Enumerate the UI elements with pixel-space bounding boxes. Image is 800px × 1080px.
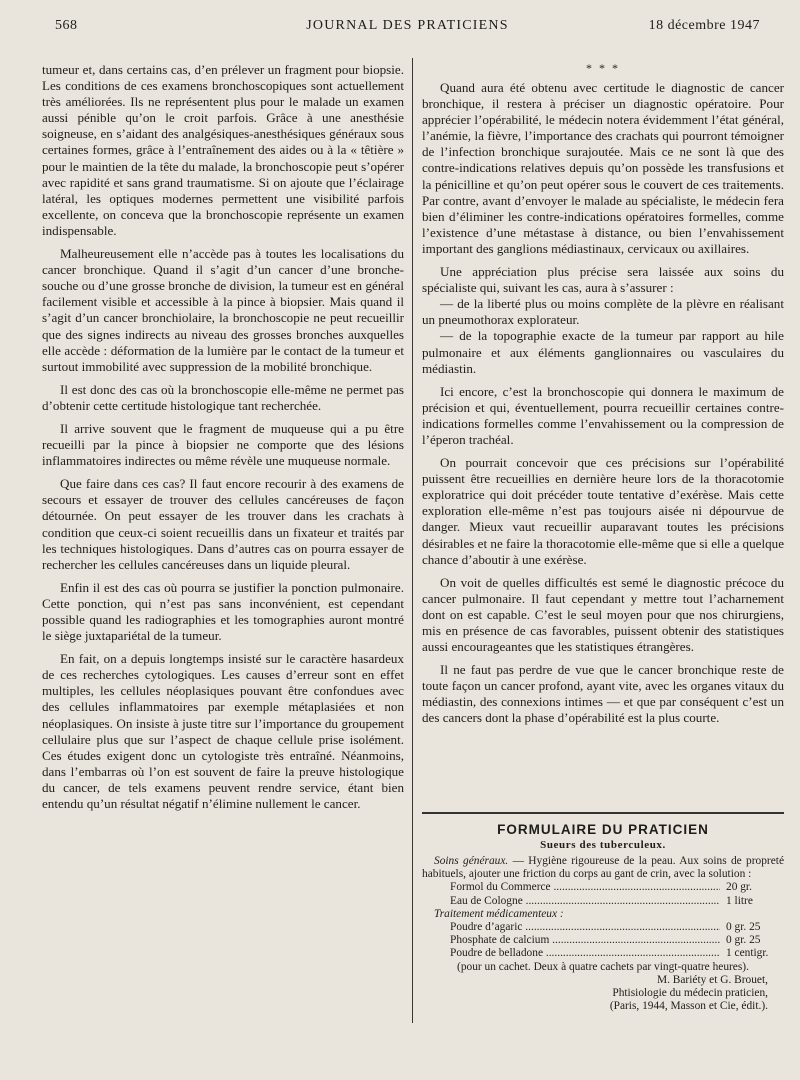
- formulaire-title: FORMULAIRE DU PRATICIEN: [497, 822, 709, 837]
- left-column: [42, 62, 404, 819]
- paragraph: Il ne faut pas perdre de vue que le cancer bronchique reste de toute façon un cancer profond, ayant vite, avec les organes vitaux du médiastin, des connexions intimes — et que par conséquent c’est un des cancers dont la phase d’opérabilité est la plus courte.: [422, 662, 784, 726]
- paragraph: tumeur et, dans certains cas, d’en prélever un fragment pour biopsie. Les conditions de ces examens bronchoscopiques sont actuellement très améliorées. Ils ne représentent plus pour le malade un examen aussi pénible qu’on le croit parfois. Grâce à une anesthésie soigneuse, en s’aidant des analgésiques-anesthésiques généraux sous certaines formes, grâce à l’entraînement des aides ou à la « têtière » pour le maintien de la tête du malade, la bronchoscopie peut s’opérer avec rapidité et sans grand traumatisme. Si on ajoute que l’éclairage latéral, les optiques modernes permettent une visibilité parfois excellente, on conceva que la bronchoscopie représente un examen indispensable.: [42, 62, 404, 238]
- paragraph: Que faire dans ces cas? Il faut encore recourir à des examens de secours et essayer de trouver des cellules cancéreuses de façon détournée. On peut essayer de les trouver dans les crachats à condition que ceux-ci soient recueillis dans un fixateur et traités par les techniques histologiques. Dans d’autres cas on pourra essayer de rechercher les cellules cancéreuses dans un liquide pleural.: [42, 476, 404, 572]
- treatment-label: Traitement médicamenteux :: [434, 907, 564, 920]
- prescription-line: Phosphate de calcium ..... 0 gr. 25: [422, 934, 784, 947]
- issue-date: 18 décembre 1947: [648, 18, 760, 33]
- paragraph: — de la liberté plus ou moins complète de la plèvre en réalisant un pneumothorax explorateur.: [422, 296, 784, 328]
- right-column: [422, 62, 784, 734]
- dosage-note: (pour un cachet. Deux à quatre cachets par vingt-quatre heures).: [457, 960, 749, 973]
- paragraph: Il arrive souvent que le fragment de muqueuse qui a pu être recueilli par la pince à biopsier ne comporte que des lésions inflammatoires indirectes ou même révèle une muqueuse normale.: [42, 420, 404, 469]
- intro-label: Soins généraux.: [434, 855, 509, 867]
- intro-text: — Hygiène rigoureuse de la peau. Aux soins de propreté habituels, ajouter une friction du corps au gant de crin, avec la solution :: [422, 855, 784, 881]
- section-separator: * * *: [586, 61, 620, 75]
- citation-authors: M. Bariéty et G. Brouet,: [656, 973, 768, 986]
- paragraph: — de la topographie exacte de la tumeur par rapport au hile pulmonaire et aux éléments ganglionnaires ou vasculaires du médiastin.: [422, 328, 784, 376]
- column-divider: [412, 58, 413, 1023]
- citation-book: Phtisiologie du médecin praticien,: [612, 987, 768, 1000]
- paragraph: On voit de quelles difficultés est semé le diagnostic précoce du cancer pulmonaire. Il faut cependant y mettre tout l’acharnement dont on est capable. C’est le seul moyen pour que nos chirurgiens, mis en présence de cas favorables, puissent obtenir des statistiques aussi encourageantes que les statistiques étrangères.: [422, 574, 784, 655]
- journal-title: JOURNAL DES PRATICIENS: [306, 18, 509, 33]
- page-number: 568: [55, 18, 78, 33]
- formulaire-box: [422, 812, 784, 1013]
- citation-publisher: (Paris, 1944, Masson et Cie, édit.).: [609, 1000, 768, 1013]
- paragraph: Quand aura été obtenu avec certitude le diagnostic de cancer bronchique, il restera à préciser un diagnostic opératoire. Pour apprécier l’opérabilité, le médecin notera évidemment l’état général, l’anémie, la fièvre, l’importance des crachats qui pourront témoigner de l’infection bronchique surajoutée. Mais ce ne sont là que des contre-indications relatives depuis qu’on possède les transfusions et la pénicilline et qu’on peut opérer sous le couvert de ces traitements. Par contre, avant d’envoyer le malade au spécialiste, le médecin fera bien d’éliminer les contre-indications opératoires formelles, comme l’existence d’une métastase à distance, ou bien l’envahissement important des ganglions médiastinaux, cervicaux ou axillaires.: [422, 80, 784, 256]
- paragraph: Ici encore, c’est la bronchoscopie qui donnera le maximum de précision et qui, éventuellement, pourra recueillir certaines contre-indications formelles comme l’envahissement ou la compression de l’éperon trachéal.: [422, 383, 784, 447]
- paragraph: Malheureusement elle n’accède pas à toutes les localisations du cancer bronchique. Quand il s’agit d’un cancer d’une bronche-souche ou d’une grosse bronche de division, la tumeur est en général facilement visible et accessible à la pince à biopsier. Mais quand il s’agit d’un cancer bronchiolaire, la bronchoscopie ne peut recueillir que des signes indirects au niveau des grosses bronches auxquelles elle accède : déformation de la lumière par le contact de la tumeur et surtout immobilité avec suppression de la mobilité bronchique.: [42, 246, 404, 374]
- paragraph: Une appréciation plus précise sera laissée aux soins du spécialiste qui, suivant les cas, aura à s’assurer :: [422, 264, 784, 296]
- page-header: [55, 14, 760, 38]
- paragraph: En fait, on a depuis longtemps insisté sur le caractère hasardeux de ces recherches cytologiques. Les causes d’erreur sont en effet multiples, les cellules néoplasiques pouvant être confondues avec des cellules inflammatoires par exemple métaplasiées et non néoplasiques. On insiste à juste titre sur l’importance du groupement cellulaire plus que sur l’aspect de chaque cellule prise isolément. Ces études exigent donc un cytologiste très entraîné. Néanmoins, dans l’embarras où l’on est souvent de faire la preuve histologique du cancer, de tels examens peuvent rendre service, étant bien entendu qu’un résultat négatif n’élimine nullement le cancer.: [42, 651, 404, 812]
- prescription-line: Poudre d’agaric ..... 0 gr. 25: [422, 921, 784, 934]
- paragraph: Enfin il est des cas où pourra se justifier la ponction pulmonaire. Cette ponction, qui n’est pas sans inconvénient, est cependant possible quand les radiographies et les tomographies auront montré le siège juxtapariétal de la tumeur.: [42, 579, 404, 644]
- formulaire-subtitle: Sueurs des tuberculeux.: [540, 839, 666, 851]
- paragraph: Il est donc des cas où la bronchoscopie elle-même ne permet pas d’obtenir cette certitude histologique tant recherchée.: [42, 381, 404, 413]
- formulaire-intro: [422, 855, 784, 881]
- paragraph: On pourrait concevoir que ces précisions sur l’opérabilité puissent être recueillies en dernière heure lors de la thoracotomie exploratrice qui doit précéder toute tentative d’exérèse. Mais cette exploration elle-même n’est pas toujours aisée ni dépourvue de danger. Mieux vaut recueillir auparavant toutes les précisions désirables et ne faire la thoracotomie elle-même que si elle a quelque chance d’aboutir à une exérèse.: [422, 455, 784, 567]
- prescription-line: Poudre de belladone ..... 1 centigr.: [422, 947, 784, 960]
- prescription-line: Eau de Cologne ..... 1 litre: [422, 895, 784, 908]
- prescription-line: Formol du Commerce ..... 20 gr.: [422, 881, 784, 894]
